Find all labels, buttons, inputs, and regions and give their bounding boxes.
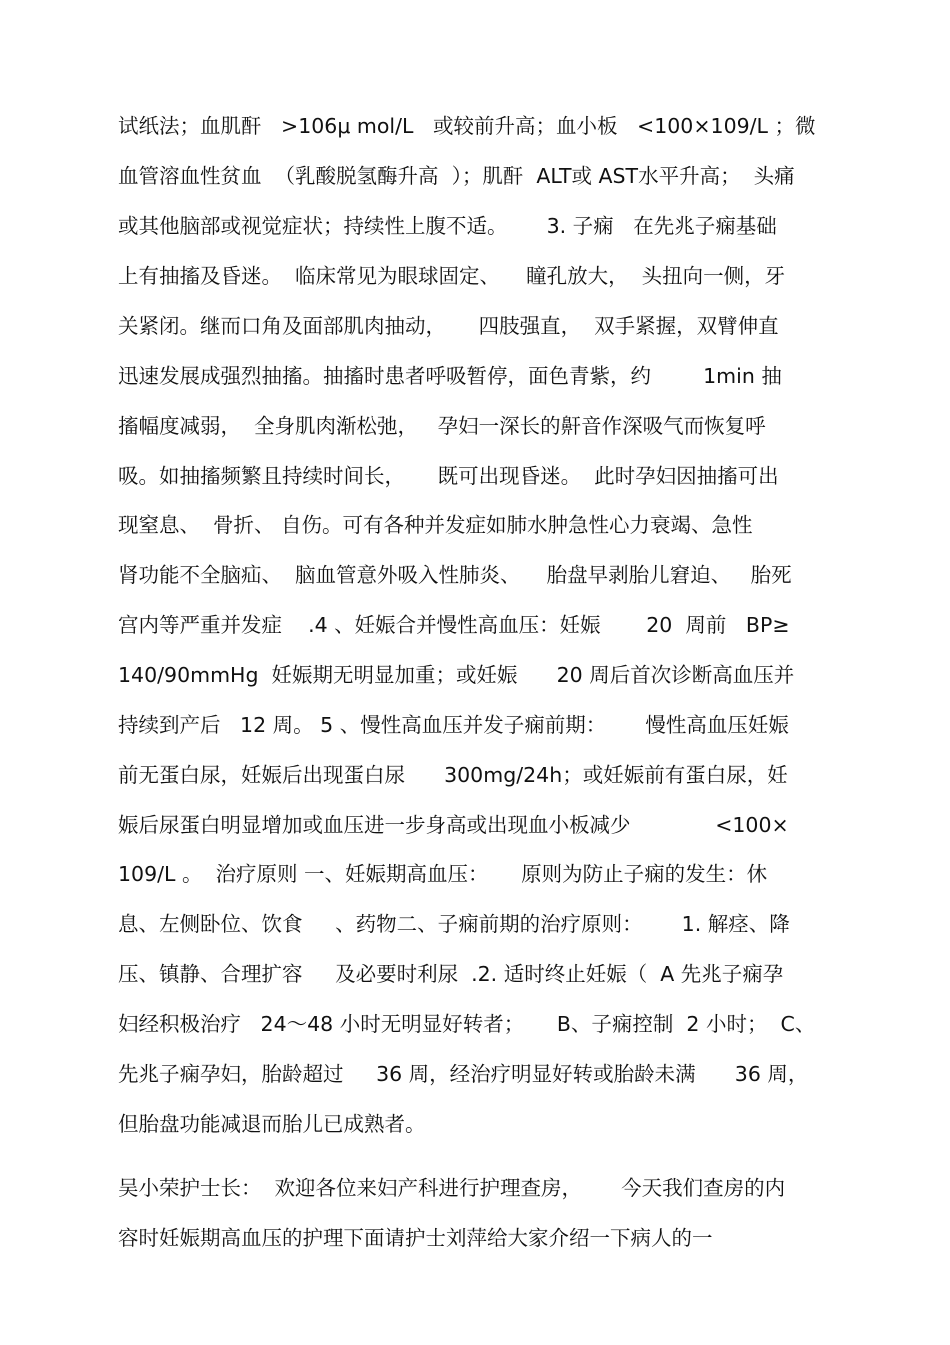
paragraph-1-line-9: 现窒息、 骨折、 自伤。可有各种并发症如肺水肿急性心力衰竭、急性 <box>118 513 753 537</box>
paragraph-1-line-7: 搐幅度减弱， 全身肌肉渐松弛， 孕妇一深长的鼾音作深吸气而恢复呼 <box>118 414 766 438</box>
paragraph-2-line-2: 容时妊娠期高血压的护理下面请护士刘萍给大家介绍一下病人的一 <box>118 1226 713 1250</box>
paragraph-1-line-5: 关紧闭。继而口角及面部肌肉抽动， 四肢强直， 双手紧握，双臂伸直 <box>118 314 779 338</box>
paragraph-1-line-12: 140/90mmHg 妊娠期无明显加重；或妊娠 20 周后首次诊断高血压并 <box>118 663 795 687</box>
paragraph-1-line-10: 肾功能不全脑疝、 脑血管意外吸入性肺炎、 胎盘早剥胎儿窘迫、 胎死 <box>118 563 792 587</box>
paragraph-1-line-13: 持续到产后 12 周。 5 、慢性高血压并发子痫前期： 慢性高血压妊娠 <box>118 713 789 737</box>
paragraph-1-line-21: 但胎盘功能减退而胎儿已成熟者。 <box>118 1112 426 1136</box>
paragraph-1-line-6: 迅速发展成强烈抽搐。抽搐时患者呼吸暂停，面色青紫，约 1min 抽 <box>118 364 782 388</box>
paragraph-1-line-2: 血管溶血性贫血 （乳酸脱氢酶升高 ）；肌酐 ALT或 AST水平升高； 头痛 <box>118 164 795 188</box>
paragraph-1-line-1: 试纸法；血肌酐 >106μ mol/L 或较前升高；血小板 <100×109/L ；微 <box>118 114 816 138</box>
paragraph-1-line-4: 上有抽搐及昏迷。 临床常见为眼球固定、 瞳孔放大， 头扭向一侧，牙 <box>118 264 786 288</box>
paragraph-1-line-11: 宫内等严重并发症 .4 、妊娠合并慢性高血压：妊娠 20 周前 BP≥ <box>118 613 790 637</box>
paragraph-2-line-1: 吴小荣护士长： 欢迎各位来妇产科进行护理查房， 今天我们查房的内 <box>118 1176 786 1200</box>
paragraph-1-line-14: 前无蛋白尿，妊娠后出现蛋白尿 300mg/24h；或妊娠前有蛋白尿，妊 <box>118 763 788 787</box>
paragraph-1-line-18: 压、镇静、合理扩容 及必要时利尿 .2. 适时终止妊娠（ A 先兆子痫孕 <box>118 962 784 986</box>
paragraph-1-line-15: 娠后尿蛋白明显增加或血压进一步身高或出现血小板减少 <100× <box>118 813 789 837</box>
paragraph-1-line-3: 或其他脑部或视觉症状；持续性上腹不适。 3. 子痫 在先兆子痫基础 <box>118 214 777 238</box>
paragraph-1-line-16: 109/L 。 治疗原则 一、妊娠期高血压： 原则为防止子痫的发生：休 <box>118 862 768 886</box>
paragraph-1-line-20: 先兆子痫孕妇，胎龄超过 36 周，经治疗明显好转或胎龄未满 36 周， <box>118 1062 809 1086</box>
paragraph-1-line-19: 妇经积极治疗 24～48 小时无明显好转者； B、子痫控制 2 小时； C、 <box>118 1012 816 1036</box>
paragraph-1-line-17: 息、左侧卧位、饮食 、药物二、子痫前期的治疗原则： 1. 解痉、降 <box>118 912 790 936</box>
paragraph-1-line-8: 吸。如抽搐频繁且持续时间长， 既可出现昏迷。 此时孕妇因抽搐可出 <box>118 464 779 488</box>
